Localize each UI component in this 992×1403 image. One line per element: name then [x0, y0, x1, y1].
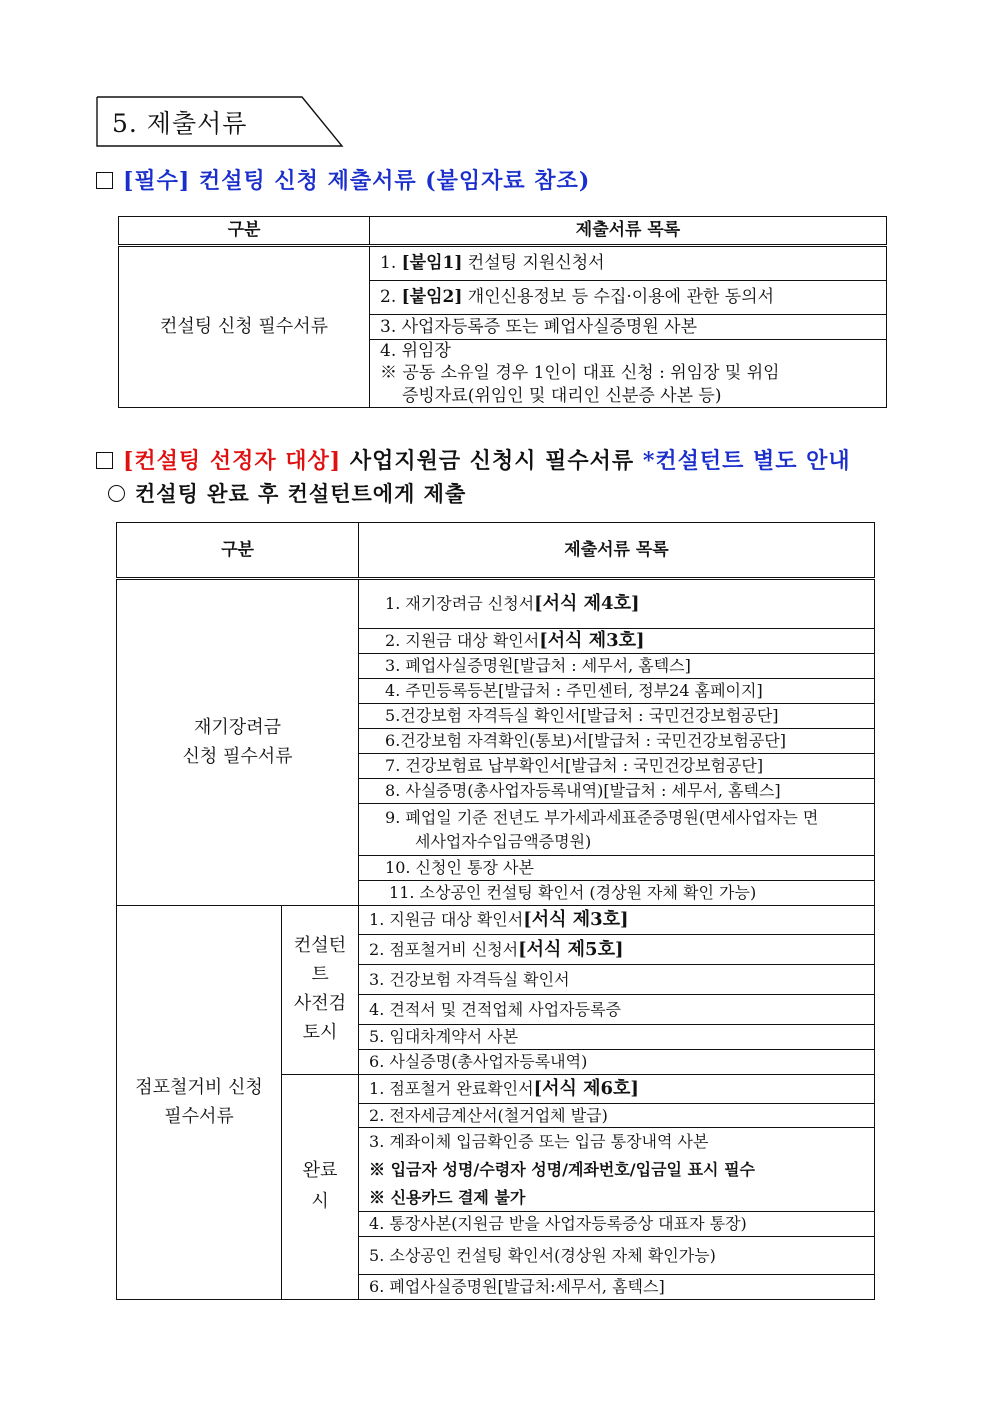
t2-g2-s1-item-5: 5. 임대차계약서 사본 — [359, 1025, 875, 1050]
t2-group2-sub2-label: 완료 시 — [282, 1075, 359, 1300]
t2-g1-item-6: 6.건강보험 자격확인(통보)서[발급처 : 국민건강보험공단] — [359, 729, 875, 754]
section-tab — [96, 96, 344, 148]
t1-item-4-note-2: 증빙자료(위임인 및 대리인 신분증 사본 등) — [402, 385, 722, 406]
consulting-application-table — [118, 216, 887, 408]
t2-g2-s2-item-1: 1. 점포철거 완료확인서[서식 제6호] — [359, 1075, 875, 1104]
heading2-black: 사업지원금 신청시 필수서류 — [341, 448, 635, 474]
t2-g1-item-4: 4. 주민등록등본[발급처 : 주민센터, 정부24 홈페이지] — [359, 679, 875, 704]
t1-category: 컨설팅 신청 필수서류 — [119, 246, 370, 408]
t2-group2-category: 점포철거비 신청 필수서류 — [117, 906, 282, 1300]
t1-item-4-note-1: ※ 공동 소유일 경우 1인이 대표 신청 : 위임장 및 위임 — [380, 363, 780, 384]
t2-g1-item-1: 1. 재기장려금 신청서[서식 제4호] — [359, 579, 875, 629]
heading2-blue: *컨설턴트 별도 안내 — [634, 448, 851, 474]
t1-item-4-title: 4. 위임장 — [380, 341, 451, 362]
t2-g2-s2-note-1: ※ 입금자 성명/수령자 성명/계좌번호/입금일 표시 필수 — [359, 1156, 875, 1185]
t2-g2-s2-note-2: ※ 신용카드 결제 불가 — [359, 1185, 875, 1212]
t2-g2-s2-item-3: 3. 계좌이체 입금확인증 또는 입금 통장내역 사본 — [359, 1128, 875, 1156]
t2-g1-item-7: 7. 건강보험료 납부확인서[발급처 : 국민건강보험공단] — [359, 754, 875, 779]
t2-g1-item-8: 8. 사실증명(총사업자등록내역)[발급처 : 세무서, 홈텍스] — [359, 779, 875, 804]
t2-header-category: 구분 — [117, 523, 359, 579]
t2-g2-s1-item-3: 3. 건강보험 자격득실 확인서 — [359, 965, 875, 995]
checkbox-square-icon — [96, 172, 113, 189]
t2-g2-s1-item-1: 1. 지원금 대상 확인서[서식 제3호] — [359, 906, 875, 935]
t2-g2-s2-item-6: 6. 폐업사실증명원[발급처:세무서, 홈텍스] — [359, 1275, 875, 1300]
support-fund-table — [116, 522, 875, 1300]
subheading — [108, 478, 466, 508]
t2-g2-s2-item-2: 2. 전자세금계산서(철거업체 발급) — [359, 1104, 875, 1128]
t2-g1-item-10: 10. 신청인 통장 사본 — [359, 856, 875, 881]
heading2-red: [컨설팅 선정자 대상] — [123, 448, 342, 474]
t1-header-category: 구분 — [119, 217, 370, 246]
t2-g2-s1-item-2: 2. 점포철거비 신청서[서식 제5호] — [359, 935, 875, 965]
checkbox-square-icon — [96, 452, 113, 469]
t1-header-list: 제출서류 목록 — [370, 217, 887, 246]
t2-group2-sub1-label: 컨설턴 트 사전검 토시 — [282, 906, 359, 1075]
t2-g1-item-3: 3. 폐업사실증명원[발급처 : 세무서, 홈텍스] — [359, 654, 875, 679]
subheading-text: 컨설팅 완료 후 컨설턴트에게 제출 — [135, 481, 467, 506]
t2-g1-item-11: 11. 소상공인 컨설팅 확인서 (경상원 자체 확인 가능) — [359, 881, 875, 906]
t2-header-list: 제출서류 목록 — [359, 523, 875, 579]
t2-g2-s1-item-6: 6. 사실증명(총사업자등록내역) — [359, 1050, 875, 1075]
t1-item-1: 1. [붙임1] 컨설팅 지원신청서 — [370, 246, 887, 281]
heading1-text: 컨설팅 신청 제출서류 (붙임자료 참조) — [190, 168, 591, 194]
t2-g1-item-5: 5.건강보험 자격득실 확인서[발급처 : 국민건강보험공단] — [359, 704, 875, 729]
t2-group1-category: 재기장려금 신청 필수서류 — [117, 579, 359, 906]
section-title: 5. 제출서류 — [112, 109, 248, 138]
circle-bullet-icon — [108, 485, 125, 502]
t2-g2-s2-item-4: 4. 통장사본(지원금 받을 사업자등록증상 대표자 통장) — [359, 1212, 875, 1237]
heading-selected — [96, 444, 851, 475]
t1-item-2: 2. [붙임2] 개인신용정보 등 수집·이용에 관한 동의서 — [370, 281, 887, 315]
t2-g2-s2-item-5: 5. 소상공인 컨설팅 확인서(경상원 자체 확인가능) — [359, 1237, 875, 1275]
t1-item-4 — [370, 340, 887, 408]
t2-g1-item-9: 9. 폐업일 기준 전년도 부가세과세표준증명원(면세사업자는 면 세사업자수입금액증명원) — [359, 804, 875, 856]
t2-g1-item-2: 2. 지원금 대상 확인서[서식 제3호] — [359, 629, 875, 654]
t2-g2-s1-item-4: 4. 견적서 및 견적업체 사업자등록증 — [359, 995, 875, 1025]
heading1-bracket: [필수] — [123, 168, 191, 194]
t1-item-3: 3. 사업자등록증 또는 폐업사실증명원 사본 — [370, 315, 887, 340]
heading-required — [96, 164, 590, 195]
